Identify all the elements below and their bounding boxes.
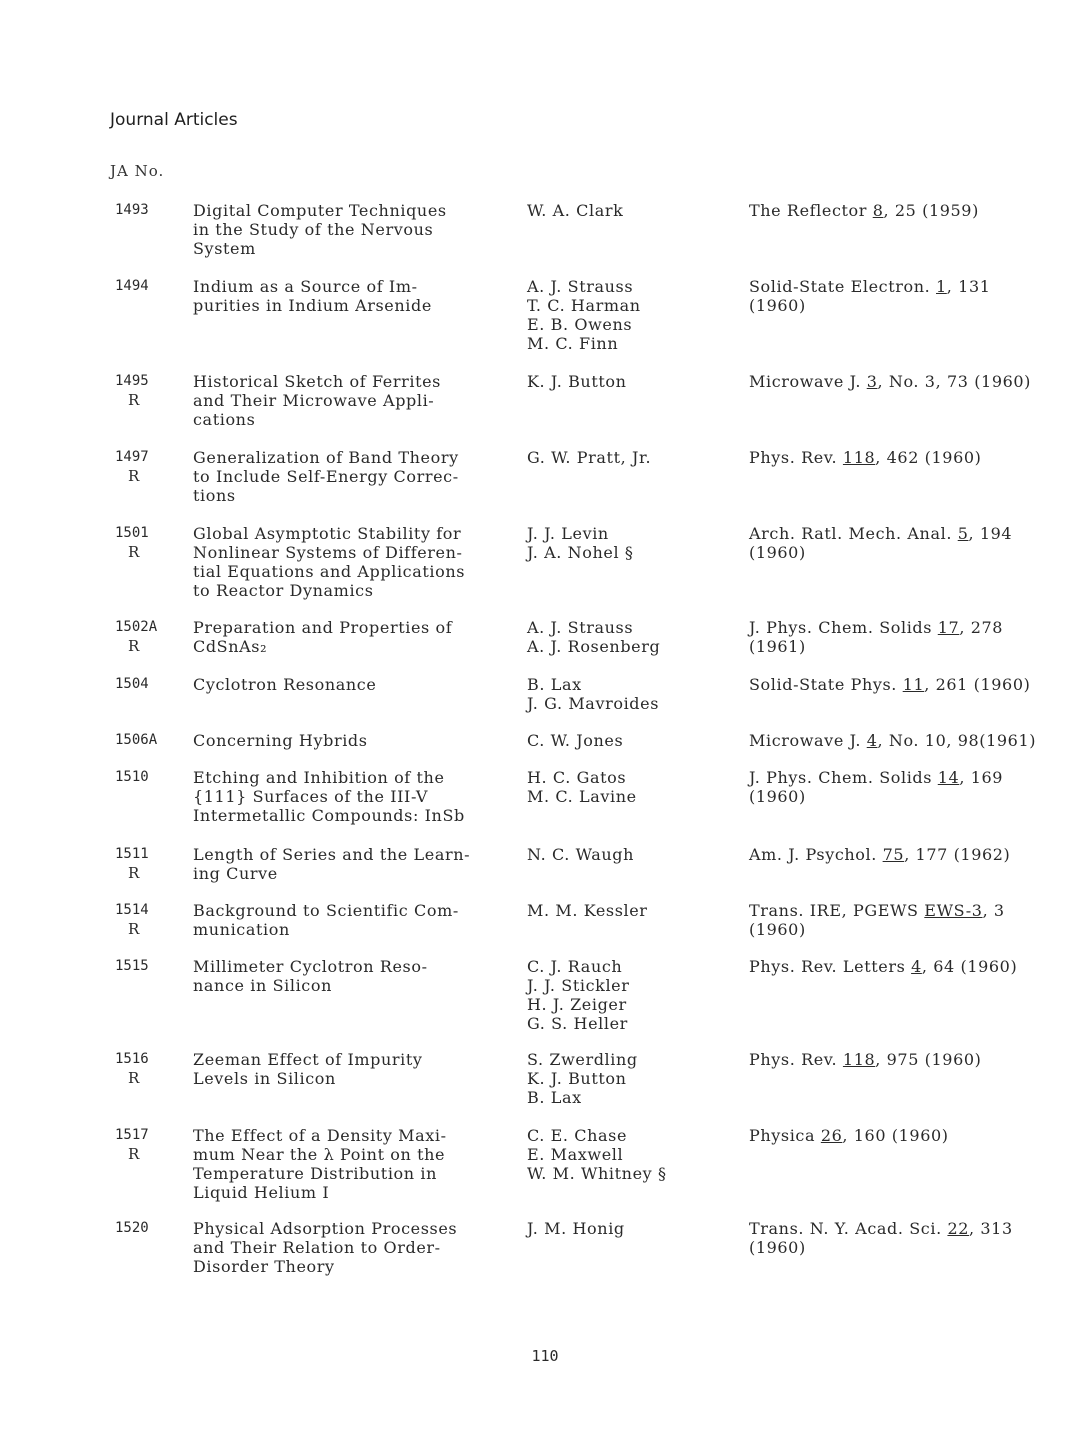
author-name: M. C. Finn <box>527 334 619 353</box>
ja-number <box>115 731 185 750</box>
author-name: W. A. Clark <box>527 201 624 220</box>
article-citation <box>749 1050 981 1069</box>
article-citation <box>749 201 979 220</box>
article-authors <box>527 957 630 1033</box>
article-title-line: and Their Microwave Appli- <box>193 391 435 410</box>
citation-volume: 4 <box>866 731 878 750</box>
article-title-line: Historical Sketch of Ferrites <box>193 372 441 391</box>
citation-journal: Trans. N. Y. Acad. Sci. <box>749 1219 948 1238</box>
ja-number-value: 1510 <box>115 769 149 785</box>
citation-journal: J. Phys. Chem. Solids <box>749 768 938 787</box>
citation-line <box>749 1126 949 1145</box>
ja-number <box>115 277 185 296</box>
author-name: E. B. Owens <box>527 315 633 334</box>
citation-details: , 177 (1962) <box>904 845 1011 864</box>
citation-line <box>749 277 991 296</box>
citation-journal: Solid-State Phys. <box>749 675 903 694</box>
author-name: A. J. Strauss <box>527 277 634 296</box>
article-title-line: nance in Silicon <box>193 976 332 995</box>
article-title-line: CdSnAs₂ <box>193 637 268 656</box>
article-citation <box>749 768 1003 806</box>
citation-line <box>749 957 1017 976</box>
article-citation <box>749 901 1005 939</box>
citation-line <box>749 1050 981 1069</box>
author-name: M. M. Kessler <box>527 901 648 920</box>
article-authors <box>527 1050 638 1107</box>
citation-details: , 160 (1960) <box>842 1126 949 1145</box>
citation-details: , 975 (1960) <box>875 1050 982 1069</box>
article-title-line: Generalization of Band Theory <box>193 448 459 467</box>
ja-number <box>115 524 185 562</box>
citation-line <box>749 448 981 467</box>
section-heading: Journal Articles <box>110 110 238 130</box>
author-name: K. J. Button <box>527 1069 627 1088</box>
article-title-line: Background to Scientific Com- <box>193 901 459 920</box>
citation-year: (1960) <box>749 296 806 315</box>
article-authors <box>527 618 660 656</box>
article-title <box>193 1219 457 1276</box>
author-name: G. W. Pratt, Jr. <box>527 448 652 467</box>
author-name: N. C. Waugh <box>527 845 635 864</box>
citation-journal: Microwave J. <box>749 731 867 750</box>
ja-number-value: 1514 <box>115 902 149 918</box>
article-citation <box>749 1219 1013 1257</box>
article-title-line: to Include Self-Energy Correc- <box>193 467 459 486</box>
ja-number-value: 1502A <box>115 619 158 635</box>
ja-number-value: 1494 <box>115 278 149 294</box>
citation-journal: The Reflector <box>749 201 873 220</box>
article-title-line: Global Asymptotic Stability for <box>193 524 462 543</box>
article-title <box>193 768 465 825</box>
author-name: J. J. Levin <box>527 524 609 543</box>
author-name: T. C. Harman <box>527 296 641 315</box>
citation-journal: Microwave J. <box>749 372 867 391</box>
citation-volume: 26 <box>820 1126 843 1145</box>
author-name: B. Lax <box>527 1088 582 1107</box>
ja-number-value: 1515 <box>115 958 149 974</box>
article-authors <box>527 845 634 864</box>
author-name: A. J. Strauss <box>527 618 634 637</box>
citation-journal: Solid-State Electron. <box>749 277 937 296</box>
citation-details: , 278 <box>959 618 1004 637</box>
ja-number <box>115 1219 185 1238</box>
article-title <box>193 201 447 258</box>
article-authors <box>527 675 659 713</box>
article-authors <box>527 901 648 920</box>
article-title <box>193 277 432 315</box>
article-title-line: Etching and Inhibition of the <box>193 768 445 787</box>
citation-line <box>749 845 1010 864</box>
citation-volume: 8 <box>872 201 884 220</box>
article-authors <box>527 731 623 750</box>
article-title <box>193 372 441 429</box>
ja-number-value: 1501 <box>115 525 149 541</box>
ja-number-value: 1517 <box>115 1127 149 1143</box>
article-title-line: Cyclotron Resonance <box>193 675 377 694</box>
citation-line <box>749 618 1003 637</box>
ja-number <box>115 901 185 939</box>
ja-number-value: 1495 <box>115 373 149 389</box>
author-name: B. Lax <box>527 675 582 694</box>
citation-journal: Physica <box>749 1126 821 1145</box>
ja-number-value: 1493 <box>115 202 149 218</box>
citation-line <box>749 768 1003 787</box>
citation-details: , 25 (1959) <box>883 201 979 220</box>
citation-line <box>749 675 1030 694</box>
article-title-line: System <box>193 239 256 258</box>
article-citation <box>749 618 1003 656</box>
article-title-line: Length of Series and the Learn- <box>193 845 471 864</box>
ja-number <box>115 768 185 787</box>
citation-journal: Arch. Ratl. Mech. Anal. <box>749 524 958 543</box>
citation-line <box>749 372 1031 391</box>
citation-volume: 22 <box>947 1219 970 1238</box>
ja-number-suffix: R <box>128 467 140 485</box>
article-title <box>193 731 368 750</box>
citation-journal: J. Phys. Chem. Solids <box>749 618 938 637</box>
citation-volume: 75 <box>882 845 905 864</box>
citation-line <box>749 731 1036 750</box>
citation-details: , 194 <box>968 524 1013 543</box>
citation-year: (1960) <box>749 787 806 806</box>
article-citation <box>749 448 981 467</box>
article-citation <box>749 277 991 315</box>
article-citation <box>749 731 1036 750</box>
article-title <box>193 1126 447 1202</box>
ja-number-suffix: R <box>128 864 140 882</box>
author-name: W. M. Whitney § <box>527 1164 667 1183</box>
ja-number <box>115 1126 185 1164</box>
article-title-line: Temperature Distribution in <box>193 1164 437 1183</box>
citation-details: , 462 (1960) <box>875 448 982 467</box>
ja-number-suffix: R <box>128 1069 140 1087</box>
article-title-line: Digital Computer Techniques <box>193 201 447 220</box>
ja-number <box>115 1050 185 1088</box>
article-citation <box>749 1126 949 1145</box>
citation-journal: Am. J. Psychol. <box>749 845 883 864</box>
article-authors <box>527 448 651 467</box>
article-title-line: {111} Surfaces of the III-V <box>193 787 428 806</box>
ja-number-suffix: R <box>128 543 140 561</box>
ja-number-suffix: R <box>128 391 140 409</box>
citation-journal: Trans. IRE, PGEWS <box>749 901 925 920</box>
author-name: J. M. Honig <box>527 1219 625 1238</box>
author-name: E. Maxwell <box>527 1145 624 1164</box>
ja-number-value: 1516 <box>115 1051 149 1067</box>
article-title-line: Intermetallic Compounds: InSb <box>193 806 465 825</box>
article-title <box>193 618 452 656</box>
citation-line <box>749 524 1012 543</box>
ja-number-value: 1511 <box>115 846 149 862</box>
citation-journal: Phys. Rev. Letters <box>749 957 912 976</box>
ja-number <box>115 201 185 220</box>
article-title <box>193 448 459 505</box>
citation-details: , 3 <box>982 901 1005 920</box>
ja-number-suffix: R <box>128 1145 140 1163</box>
article-title-line: Concerning Hybrids <box>193 731 368 750</box>
article-title-line: Zeeman Effect of Impurity <box>193 1050 423 1069</box>
article-citation <box>749 675 1030 694</box>
author-name: H. C. Gatos <box>527 768 627 787</box>
author-name: J. G. Mavroides <box>527 694 660 713</box>
citation-line <box>749 901 1005 920</box>
ja-number-value: 1506A <box>115 732 158 748</box>
citation-volume: 5 <box>957 524 969 543</box>
author-name: J. J. Stickler <box>527 976 630 995</box>
article-authors <box>527 1126 667 1183</box>
article-title <box>193 957 428 995</box>
citation-details: , 131 <box>946 277 991 296</box>
article-title <box>193 524 465 600</box>
author-name: G. S. Heller <box>527 1014 628 1033</box>
article-authors <box>527 1219 625 1238</box>
author-name: J. A. Nohel § <box>527 543 634 562</box>
article-title-line: Nonlinear Systems of Differen- <box>193 543 463 562</box>
ja-number <box>115 675 185 694</box>
article-title-line: Preparation and Properties of <box>193 618 453 637</box>
ja-number <box>115 845 185 883</box>
article-citation <box>749 524 1012 562</box>
article-title-line: tions <box>193 486 236 505</box>
author-name: C. J. Rauch <box>527 957 623 976</box>
ja-number-value: 1520 <box>115 1220 149 1236</box>
author-name: C. W. Jones <box>527 731 624 750</box>
citation-journal: Phys. Rev. <box>749 1050 843 1069</box>
ja-number <box>115 618 185 656</box>
author-name: A. J. Rosenberg <box>527 637 661 656</box>
citation-line <box>749 1219 1013 1238</box>
article-title-line: to Reactor Dynamics <box>193 581 374 600</box>
article-title-line: tial Equations and Applications <box>193 562 466 581</box>
citation-details: , 64 (1960) <box>921 957 1018 976</box>
article-title <box>193 675 376 694</box>
article-title-line: ing Curve <box>193 864 278 883</box>
citation-year: (1960) <box>749 543 806 562</box>
citation-journal: Phys. Rev. <box>749 448 843 467</box>
citation-volume: EWS-3 <box>924 901 983 920</box>
article-title-line: in the Study of the Nervous <box>193 220 434 239</box>
citation-details: , No. 10, 98(1961) <box>877 731 1037 750</box>
article-title-line: mum Near the λ Point on the <box>193 1145 446 1164</box>
article-title-line: The Effect of a Density Maxi- <box>193 1126 447 1145</box>
article-authors <box>527 201 623 220</box>
article-authors <box>527 768 637 806</box>
citation-year: (1960) <box>749 1238 806 1257</box>
article-title-line: Millimeter Cyclotron Reso- <box>193 957 428 976</box>
article-authors <box>527 372 627 391</box>
article-citation <box>749 957 1017 976</box>
author-name: S. Zwerdling <box>527 1050 638 1069</box>
article-title-line: cations <box>193 410 256 429</box>
article-title-line: Physical Adsorption Processes <box>193 1219 458 1238</box>
article-title-line: purities in Indium Arsenide <box>193 296 432 315</box>
article-title-line: Levels in Silicon <box>193 1069 336 1088</box>
column-label: JA No. <box>110 162 165 180</box>
author-name: C. E. Chase <box>527 1126 628 1145</box>
article-title <box>193 901 459 939</box>
article-title-line: munication <box>193 920 290 939</box>
article-title-line: Indium as a Source of Im- <box>193 277 418 296</box>
article-title <box>193 845 470 883</box>
citation-volume: 4 <box>911 957 922 976</box>
article-title <box>193 1050 423 1088</box>
author-name: M. C. Lavine <box>527 787 637 806</box>
author-name: K. J. Button <box>527 372 627 391</box>
citation-line <box>749 201 979 220</box>
citation-volume: 17 <box>937 618 960 637</box>
citation-year: (1961) <box>749 637 806 656</box>
citation-details: , No. 3, 73 (1960) <box>877 372 1031 391</box>
page-number: 110 <box>531 1347 559 1365</box>
citation-volume: 11 <box>902 675 925 694</box>
article-authors <box>527 277 641 353</box>
article-title-line: and Their Relation to Order- <box>193 1238 441 1257</box>
citation-volume: 1 <box>936 277 947 296</box>
ja-number-suffix: R <box>128 920 140 938</box>
article-title-line: Liquid Helium I <box>193 1183 330 1202</box>
ja-number-value: 1497 <box>115 449 149 465</box>
ja-number <box>115 957 185 976</box>
article-citation <box>749 845 1010 864</box>
ja-number <box>115 372 185 410</box>
author-name: H. J. Zeiger <box>527 995 627 1014</box>
ja-number <box>115 448 185 486</box>
ja-number-suffix: R <box>128 637 140 655</box>
citation-details: , 261 (1960) <box>924 675 1031 694</box>
citation-details: , 169 <box>959 768 1004 787</box>
citation-volume: 3 <box>866 372 878 391</box>
citation-year: (1960) <box>749 920 806 939</box>
citation-volume: 118 <box>842 448 876 467</box>
citation-volume: 14 <box>937 768 960 787</box>
citation-volume: 118 <box>842 1050 876 1069</box>
article-authors <box>527 524 633 562</box>
ja-number-value: 1504 <box>115 676 149 692</box>
article-title-line: Disorder Theory <box>193 1257 335 1276</box>
article-citation <box>749 372 1031 391</box>
citation-details: , 313 <box>969 1219 1013 1238</box>
